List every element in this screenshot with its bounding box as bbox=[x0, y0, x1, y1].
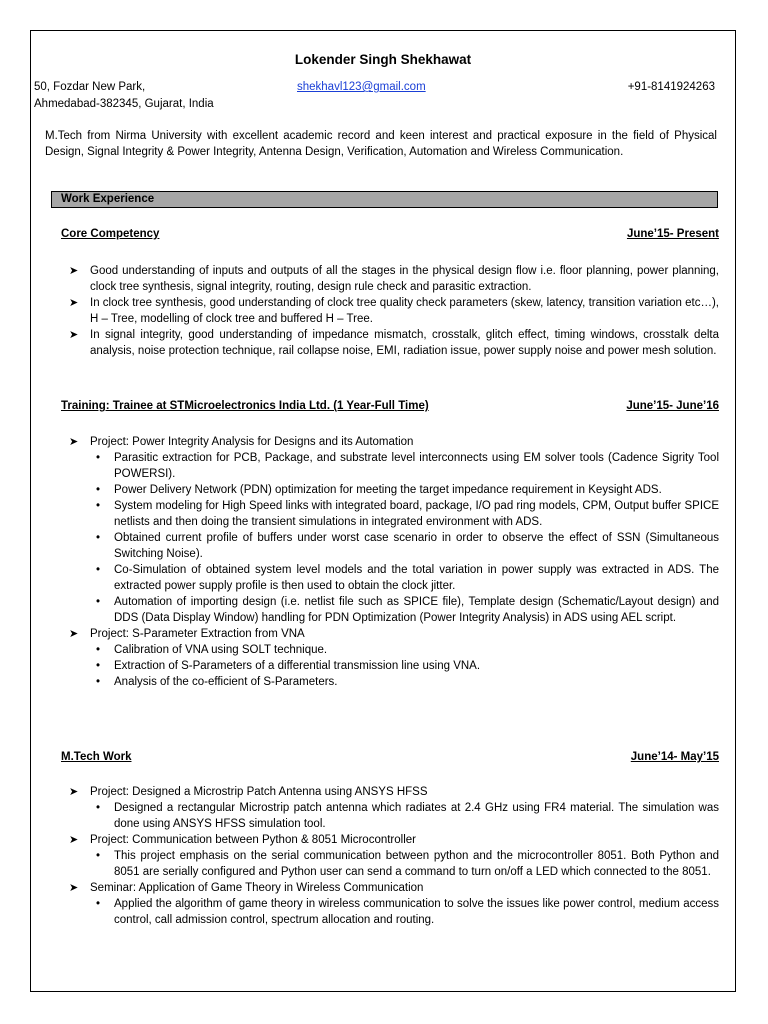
project-details bbox=[69, 896, 719, 928]
list-item bbox=[69, 784, 719, 832]
training-date: June’15- June’16 bbox=[626, 400, 719, 412]
arrow-bullet-icon: ➤ bbox=[69, 329, 79, 341]
list-item bbox=[69, 832, 719, 880]
core-competency-title: Core Competency bbox=[61, 228, 160, 240]
list-item: • System modeling for High Speed links with integrated board, package, I/O pad ring models, CPM, Output buffer SPICE netlists and then doing the transient simulations in integrated environment with ADS. bbox=[96, 500, 719, 528]
project-title: Project: Communication between Python & 8051 Microcontroller bbox=[90, 834, 416, 846]
arrow-bullet-icon: ➤ bbox=[69, 628, 79, 640]
list-item: • Extraction of S-Parameters of a differential transmission line using VNA. bbox=[96, 660, 481, 672]
bullet-icon: • bbox=[96, 802, 101, 814]
project-title: Seminar: Application of Game Theory in Wireless Communication bbox=[90, 882, 424, 894]
project-details bbox=[69, 450, 719, 626]
project-details bbox=[69, 848, 719, 880]
list-item bbox=[69, 880, 719, 928]
list-item: ➤ In clock tree synthesis, good understanding of clock tree quality check parameters (skew, latency, transition variation etc…), H – Tree, modelling of clock tree and buffered H – Tree. bbox=[69, 297, 719, 325]
bullet-icon: • bbox=[96, 898, 101, 910]
project-details bbox=[69, 642, 719, 690]
list-item: • Automation of importing design (i.e. netlist file such as SPICE file), Template design (Schematic/Layout design) and DDS (Data Display Window) handling for PDN Optimization (Power Integrity Analysis) in ADS using AEL script. bbox=[96, 596, 719, 624]
list-item: • This project emphasis on the serial communication between python and the microcontroller 8051. Both Python and 8051 are serially configured and Python user can send a command to turn on/off a LED which connected to the 8051. bbox=[96, 850, 719, 878]
bullet-icon: • bbox=[96, 850, 101, 862]
bullet-icon: • bbox=[96, 644, 101, 656]
list-item: • Calibration of VNA using SOLT technique. bbox=[96, 644, 328, 656]
list-item: • Analysis of the co-efficient of S-Parameters. bbox=[96, 676, 338, 688]
project-title: Project: Designed a Microstrip Patch Antenna using ANSYS HFSS bbox=[90, 786, 428, 798]
project-details bbox=[69, 800, 719, 832]
list-item: • Power Delivery Network (PDN) optimization for meeting the target impedance requirement in Keysight ADS. bbox=[96, 484, 662, 496]
list-item bbox=[69, 626, 719, 690]
mtech-projects bbox=[69, 784, 719, 928]
arrow-bullet-icon: ➤ bbox=[69, 786, 79, 798]
arrow-bullet-icon: ➤ bbox=[69, 436, 79, 448]
bullet-icon: • bbox=[96, 452, 101, 464]
core-competency-list bbox=[69, 263, 719, 359]
list-item: • Applied the algorithm of game theory in wireless communication to solve the issues like power control, medium access control, call admission control, spectrum allocation and routing. bbox=[96, 898, 719, 926]
list-item: • Parasitic extraction for PCB, Package, and substrate level interconnects using EM solver tools (Cadence Sigrity Tool POWERSI). bbox=[96, 452, 719, 480]
list-item: ➤ In signal integrity, good understanding of impedance mismatch, crosstalk, glitch effect, timing windows, crosstalk delta analysis, noise protection technique, rail collapse noise, EMI, radiation issue, power supply noise and power mesh solution. bbox=[69, 329, 719, 357]
candidate-name: Lokender Singh Shekhawat bbox=[294, 52, 472, 67]
resume-page bbox=[30, 30, 736, 992]
bullet-icon: • bbox=[96, 484, 101, 496]
list-item bbox=[69, 434, 719, 626]
training-title: Training: Trainee at STMicroelectronics India Ltd. (1 Year-Full Time) bbox=[61, 400, 429, 412]
bullet-icon: • bbox=[96, 660, 101, 672]
arrow-bullet-icon: ➤ bbox=[69, 834, 79, 846]
arrow-bullet-icon: ➤ bbox=[69, 882, 79, 894]
project-title: Project: Power Integrity Analysis for Designs and its Automation bbox=[90, 436, 414, 448]
project-title: Project: S-Parameter Extraction from VNA bbox=[90, 628, 305, 640]
core-competency-date: June’15- Present bbox=[626, 228, 719, 240]
phone-number: +91-8141924263 bbox=[627, 81, 715, 93]
arrow-bullet-icon: ➤ bbox=[69, 265, 79, 277]
section-heading-bar bbox=[51, 191, 718, 208]
list-item: • Co-Simulation of obtained system level models and the total variation in power supply was extracted in ADS. The extracted power supply profile is then used to obtain the clock jitter. bbox=[96, 564, 719, 592]
bullet-icon: • bbox=[96, 596, 101, 608]
training-projects bbox=[69, 434, 719, 690]
mtech-title: M.Tech Work bbox=[61, 751, 132, 763]
list-item: • Designed a rectangular Microstrip patch antenna which radiates at 2.4 GHz using FR4 material. The simulation was done using ANSYS HFSS simulation tool. bbox=[96, 802, 719, 830]
email-link[interactable]: shekhavl123@gmail.com bbox=[297, 81, 426, 93]
address-line-1: 50, Fozdar New Park, bbox=[34, 81, 146, 93]
bullet-icon: • bbox=[96, 676, 101, 688]
bullet-icon: • bbox=[96, 500, 101, 512]
arrow-bullet-icon: ➤ bbox=[69, 297, 79, 309]
profile-summary: M.Tech from Nirma University with excellent academic record and keen interest and practical exposure in the field of Physical Design, Signal Integrity & Power Integrity, Antenna Design, Verification, Automation and Wireless Communication. bbox=[45, 130, 717, 158]
section-heading: Work Experience bbox=[61, 193, 155, 205]
list-item: ➤ Good understanding of inputs and outputs of all the stages in the physical design flow i.e. floor planning, power planning, clock tree synthesis, signal integrity, routing, design rule check and parasitic extraction. bbox=[69, 265, 719, 293]
bullet-icon: • bbox=[96, 532, 101, 544]
list-item: • Obtained current profile of buffers under worst case scenario in order to observe the effect of SSN (Simultaneous Switching Noise). bbox=[96, 532, 719, 560]
address-line-2: Ahmedabad-382345, Gujarat, India bbox=[34, 98, 214, 110]
bullet-icon: • bbox=[96, 564, 101, 576]
mtech-date: June’14- May’15 bbox=[630, 751, 719, 763]
